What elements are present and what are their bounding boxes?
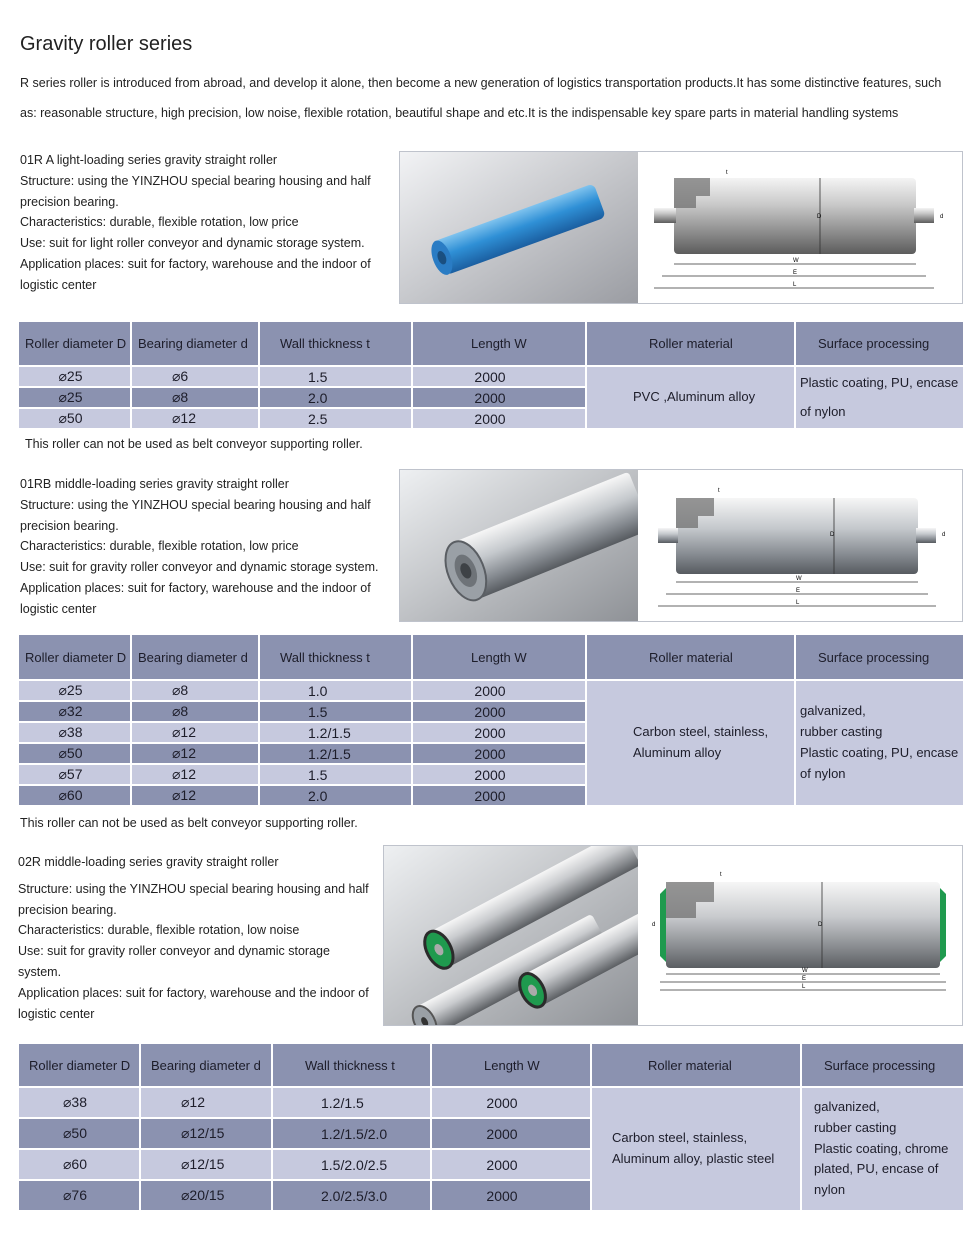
cell-roller-diameter: ⌀25: [18, 387, 131, 408]
header-roller-diameter: Roller diameter D: [18, 1043, 140, 1087]
cell-bearing-diameter: ⌀12: [131, 743, 259, 764]
cell-roller-material: [591, 1087, 801, 1211]
cell-roller-diameter: ⌀25: [18, 366, 131, 387]
surface-line: Plastic coating, chrome: [814, 1140, 949, 1156]
section-line: Characteristics: durable, flexible rotation, low price: [20, 539, 299, 554]
label-t: t: [726, 170, 728, 176]
spec-table-01rb: [17, 633, 965, 807]
label-t: t: [720, 872, 722, 878]
surface-line: of nylon: [800, 403, 846, 419]
cell-bearing-diameter: ⌀12/15: [140, 1149, 272, 1180]
header-wall-thickness: Wall thickness t: [272, 1043, 431, 1087]
material-line: Carbon steel, stainless,: [633, 724, 769, 740]
section-line: precision bearing.: [20, 518, 119, 533]
cell-length: 2000: [431, 1180, 591, 1211]
section-line: Application places: suit for factory, warehouse and the indoor of: [20, 256, 371, 271]
cell-wall-thickness: 2.0: [259, 785, 412, 806]
cell-wall-thickness: 1.0: [259, 680, 412, 701]
section-line: logistic center: [20, 601, 97, 616]
cell-bearing-diameter: ⌀12: [131, 408, 259, 429]
section-line: Structure: using the YINZHOU special bearing housing and half: [18, 881, 369, 896]
label-l: L: [793, 282, 797, 288]
section-heading: 02R middle-loading series gravity straight roller: [18, 855, 279, 869]
surface-line: rubber casting: [800, 724, 883, 740]
section-02r-text: [18, 852, 388, 1024]
section-line: Structure: using the YINZHOU special bearing housing and half: [20, 497, 371, 512]
cell-roller-diameter: ⌀32: [18, 701, 131, 722]
header-wall-thickness: Wall thickness t: [259, 321, 412, 366]
label-t: t: [718, 488, 720, 494]
section-line: Use: suit for gravity roller conveyor and dynamic storage system.: [20, 560, 379, 575]
cell-length: 2000: [412, 722, 586, 743]
surface-line: rubber casting: [814, 1119, 897, 1135]
cell-wall-thickness: 1.5: [259, 701, 412, 722]
label-d-roller: D: [817, 214, 822, 220]
cell-roller-diameter: ⌀38: [18, 1087, 140, 1118]
intro-line-2: as: reasonable structure, high precision, low noise, flexible rotation, beautiful shape and etc.It is the indispensable key spare parts in material handling systems: [20, 106, 899, 120]
cell-roller-diameter: ⌀57: [18, 764, 131, 785]
cell-length: 2000: [431, 1149, 591, 1180]
cell-bearing-diameter: ⌀12: [140, 1087, 272, 1118]
header-length: Length W: [431, 1043, 591, 1087]
section-line: Application places: suit for factory, warehouse and the indoor of: [20, 580, 371, 595]
page-title: Gravity roller series: [20, 33, 193, 55]
cell-bearing-diameter: ⌀12: [131, 722, 259, 743]
section-line: Application places: suit for factory, warehouse and the indoor of: [18, 985, 369, 1000]
section-heading: 01R A light-loading series gravity straight roller: [20, 153, 278, 167]
cell-roller-diameter: ⌀38: [18, 722, 131, 743]
spec-table-02r: [17, 1042, 965, 1212]
section-line: system.: [18, 964, 62, 979]
surface-line: Plastic coating, PU, encase: [800, 374, 959, 390]
surface-line: of nylon: [800, 765, 846, 781]
cell-wall-thickness: 1.2/1.5: [272, 1087, 431, 1118]
header-length: Length W: [412, 321, 586, 366]
section-line: logistic center: [18, 1006, 95, 1021]
header-length: Length W: [412, 634, 586, 680]
label-l: L: [796, 600, 800, 606]
cell-surface-processing: [795, 366, 964, 429]
label-w: W: [796, 576, 802, 582]
section-heading: 01RB middle-loading series gravity straight roller: [20, 477, 289, 491]
cell-roller-diameter: ⌀60: [18, 1149, 140, 1180]
cell-bearing-diameter: ⌀6: [131, 366, 259, 387]
cell-length: 2000: [412, 366, 586, 387]
cell-length: 2000: [431, 1118, 591, 1149]
cell-length: 2000: [412, 743, 586, 764]
cell-length: 2000: [412, 701, 586, 722]
label-e: E: [793, 270, 798, 276]
table-note: This roller can not be used as belt conveyor supporting roller.: [20, 816, 358, 830]
header-roller-material: Roller material: [591, 1043, 801, 1087]
header-wall-thickness: Wall thickness t: [259, 634, 412, 680]
material-line: PVC ,Aluminum alloy: [633, 389, 756, 405]
section-01rb-text: [20, 474, 390, 620]
header-bearing-diameter: Bearing diameter d: [140, 1043, 272, 1087]
section-01rb-images: [399, 469, 963, 622]
section-01r-images: [399, 151, 963, 304]
cell-surface-processing: [801, 1087, 964, 1211]
spec-table-01r: [17, 320, 965, 430]
cell-length: 2000: [431, 1087, 591, 1118]
cell-wall-thickness: 2.0: [259, 387, 412, 408]
cell-roller-diameter: ⌀50: [18, 1118, 140, 1149]
section-line: Use: suit for gravity roller conveyor and dynamic storage: [18, 944, 330, 959]
section-line: Structure: using the YINZHOU special bearing housing and half: [20, 173, 371, 188]
cell-roller-diameter: ⌀60: [18, 785, 131, 806]
label-e: E: [796, 588, 801, 594]
label-d-roller: D: [830, 532, 835, 538]
cell-roller-material: [586, 366, 795, 429]
header-surface-processing: Surface processing: [801, 1043, 964, 1087]
table-note: This roller can not be used as belt conveyor supporting roller.: [25, 437, 363, 451]
cell-roller-diameter: ⌀50: [18, 408, 131, 429]
section-02r-images: [383, 845, 963, 1026]
section-line: precision bearing.: [18, 902, 117, 917]
section-line: Use: suit for light roller conveyor and dynamic storage system.: [20, 236, 365, 251]
intro-line-1: R series roller is introduced from abroad, and develop it alone, then become a new generation of logistics transportation products.It has some distinctive features, such: [20, 76, 942, 90]
cell-surface-processing: [795, 680, 964, 806]
cell-wall-thickness: 1.2/1.5: [259, 743, 412, 764]
cell-roller-diameter: ⌀50: [18, 743, 131, 764]
label-d-bearing: d: [940, 214, 944, 220]
surface-line: nylon: [814, 1182, 846, 1198]
surface-line: Plastic coating, PU, encase: [800, 745, 959, 760]
header-surface-processing: Surface processing: [795, 634, 964, 680]
surface-line: galvanized,: [814, 1099, 880, 1114]
cell-bearing-diameter: ⌀12/15: [140, 1118, 272, 1149]
cell-wall-thickness: 1.5: [259, 764, 412, 785]
label-d-bearing: d: [652, 922, 656, 928]
material-line: Aluminum alloy: [633, 745, 722, 760]
header-roller-material: Roller material: [586, 634, 795, 680]
cell-wall-thickness: 2.5: [259, 408, 412, 429]
surface-line: plated, PU, encase of: [814, 1161, 939, 1177]
section-line: Characteristics: durable, flexible rotation, low noise: [18, 923, 300, 938]
header-bearing-diameter: Bearing diameter d: [131, 321, 259, 366]
cell-roller-diameter: ⌀76: [18, 1180, 140, 1211]
header-roller-diameter: Roller diameter D: [18, 634, 131, 680]
material-line: Carbon steel, stainless,: [612, 1130, 748, 1146]
material-line: Aluminum alloy, plastic steel: [612, 1151, 775, 1166]
header-roller-material: Roller material: [586, 321, 795, 366]
cell-bearing-diameter: ⌀12: [131, 785, 259, 806]
label-d-bearing: d: [942, 532, 946, 538]
surface-line: galvanized,: [800, 703, 866, 719]
cell-bearing-diameter: ⌀20/15: [140, 1180, 272, 1211]
section-line: precision bearing.: [20, 194, 119, 209]
cell-wall-thickness: 1.2/1.5: [259, 722, 412, 743]
cell-bearing-diameter: ⌀8: [131, 387, 259, 408]
cell-length: 2000: [412, 408, 586, 429]
header-surface-processing: Surface processing: [795, 321, 964, 366]
label-w: W: [793, 258, 799, 264]
section-line: logistic center: [20, 277, 97, 292]
cell-length: 2000: [412, 680, 586, 701]
label-d-roller: D: [818, 922, 823, 928]
label-l: L: [802, 984, 806, 990]
label-e: E: [802, 976, 807, 982]
label-w: W: [802, 968, 808, 974]
cell-length: 2000: [412, 764, 586, 785]
cell-bearing-diameter: ⌀8: [131, 701, 259, 722]
cell-wall-thickness: 2.0/2.5/3.0: [272, 1180, 431, 1211]
cell-length: 2000: [412, 387, 586, 408]
header-bearing-diameter: Bearing diameter d: [131, 634, 259, 680]
cell-wall-thickness: 1.5: [259, 366, 412, 387]
cell-bearing-diameter: ⌀8: [131, 680, 259, 701]
cell-wall-thickness: 1.2/1.5/2.0: [272, 1118, 431, 1149]
cell-wall-thickness: 1.5/2.0/2.5: [272, 1149, 431, 1180]
header-roller-diameter: Roller diameter D: [18, 321, 131, 366]
section-01r-text: [20, 150, 390, 296]
cell-bearing-diameter: ⌀12: [131, 764, 259, 785]
section-line: Characteristics: durable, flexible rotation, low price: [20, 215, 299, 230]
cell-length: 2000: [412, 785, 586, 806]
cell-roller-material: [586, 680, 795, 806]
cell-roller-diameter: ⌀25: [18, 680, 131, 701]
